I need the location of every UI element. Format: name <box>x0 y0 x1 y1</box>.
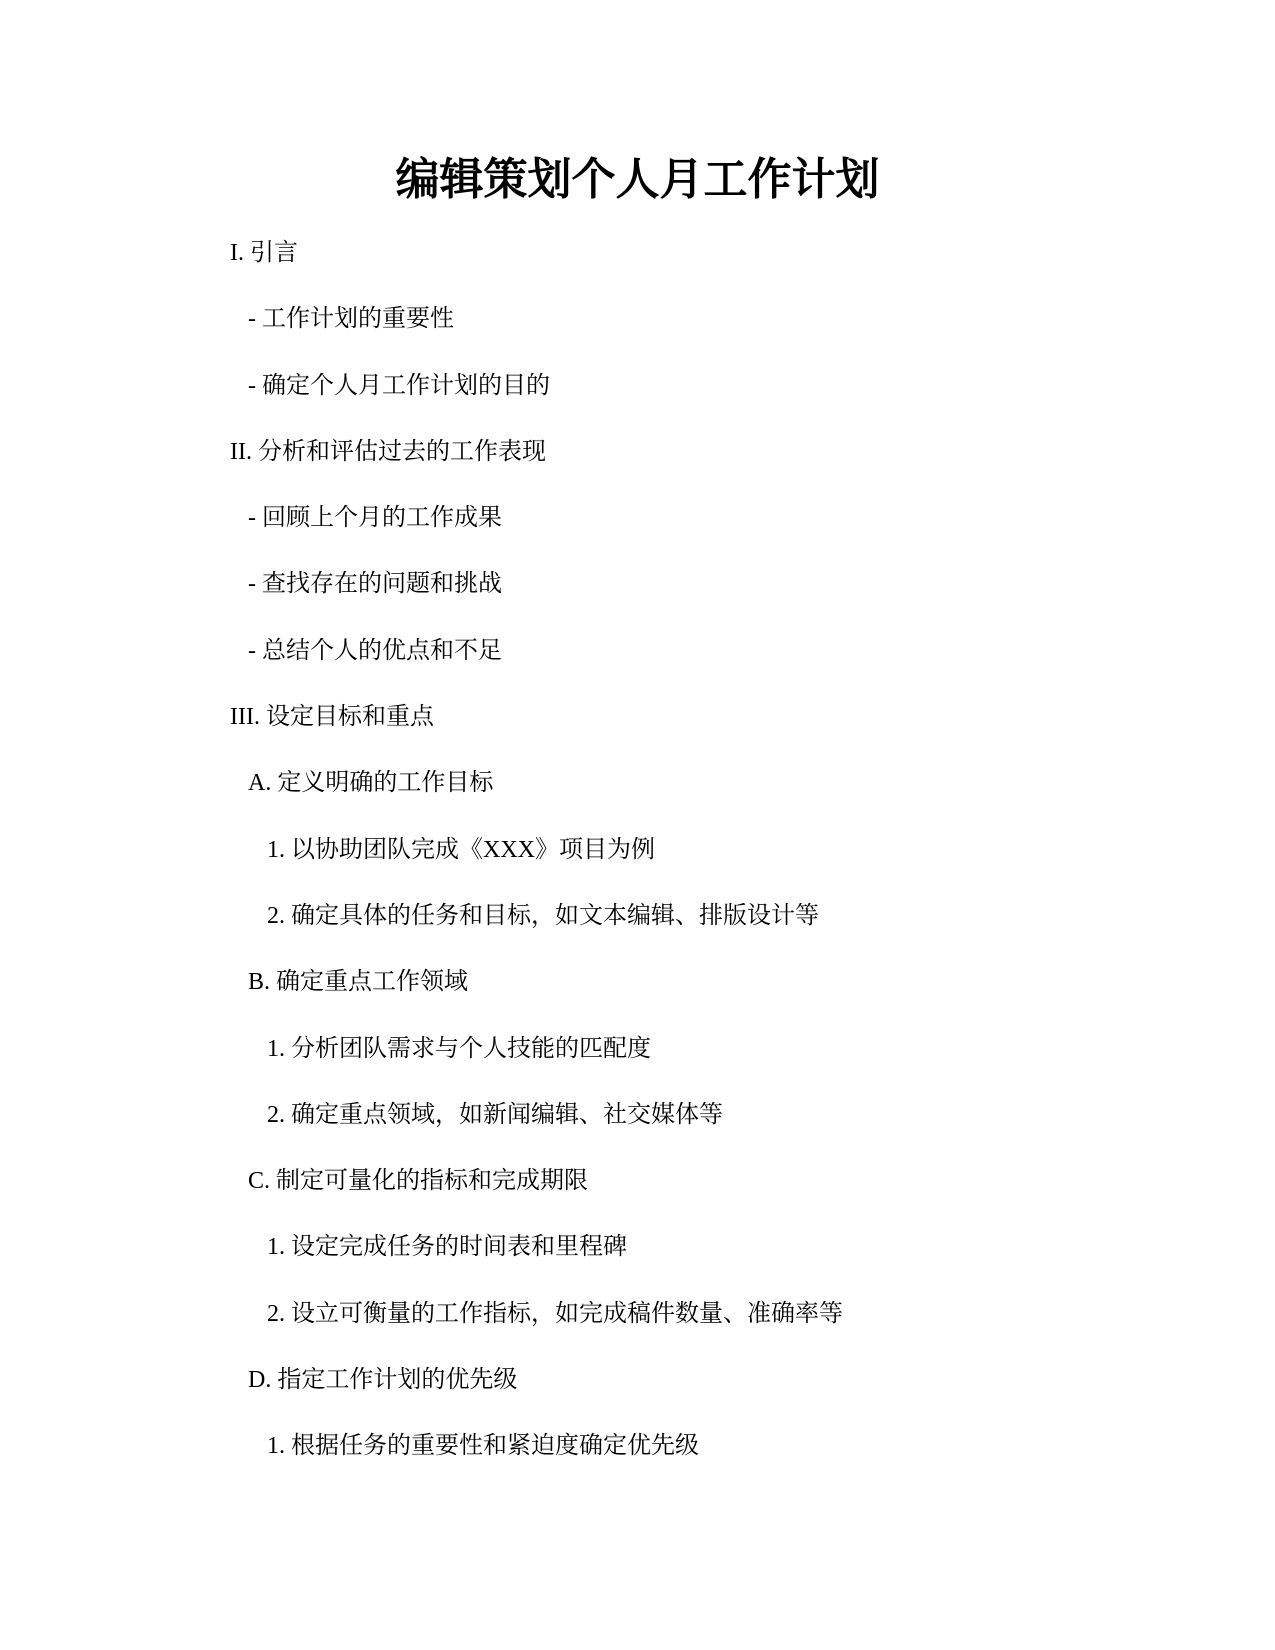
document-title: 编辑策划个人月工作计划 <box>395 154 880 205</box>
outline-item: 1. 设定完成任务的时间表和里程碑 <box>267 1234 627 1261</box>
outline-item: 1. 根据任务的重要性和紧迫度确定优先级 <box>267 1433 699 1460</box>
section-heading-goals: III. 设定目标和重点 <box>230 704 434 731</box>
subsection-heading: B. 确定重点工作领域 <box>248 969 469 996</box>
subsection-heading: C. 制定可量化的指标和完成期限 <box>248 1168 589 1195</box>
outline-item: 2. 确定重点领域，如新闻编辑、社交媒体等 <box>267 1101 723 1128</box>
outline-item: - 查找存在的问题和挑战 <box>248 571 502 598</box>
outline-item: 2. 确定具体的任务和目标，如文本编辑、排版设计等 <box>267 902 819 929</box>
outline-item: 2. 设立可衡量的工作指标，如完成稿件数量、准确率等 <box>267 1300 843 1327</box>
outline-item: - 确定个人月工作计划的目的 <box>248 372 550 399</box>
section-heading-analysis: II. 分析和评估过去的工作表现 <box>230 438 546 465</box>
outline-item: 1. 以协助团队完成《XXX》项目为例 <box>267 836 655 863</box>
outline-item: - 总结个人的优点和不足 <box>248 637 502 664</box>
subsection-heading: D. 指定工作计划的优先级 <box>248 1367 518 1394</box>
outline-item: - 回顾上个月的工作成果 <box>248 505 502 532</box>
outline-item: - 工作计划的重要性 <box>248 306 454 333</box>
outline-list <box>0 240 1275 1500</box>
outline-item: 1. 分析团队需求与个人技能的匹配度 <box>267 1035 651 1062</box>
section-heading-intro: I. 引言 <box>230 240 298 266</box>
subsection-heading: A. 定义明确的工作目标 <box>248 770 494 797</box>
